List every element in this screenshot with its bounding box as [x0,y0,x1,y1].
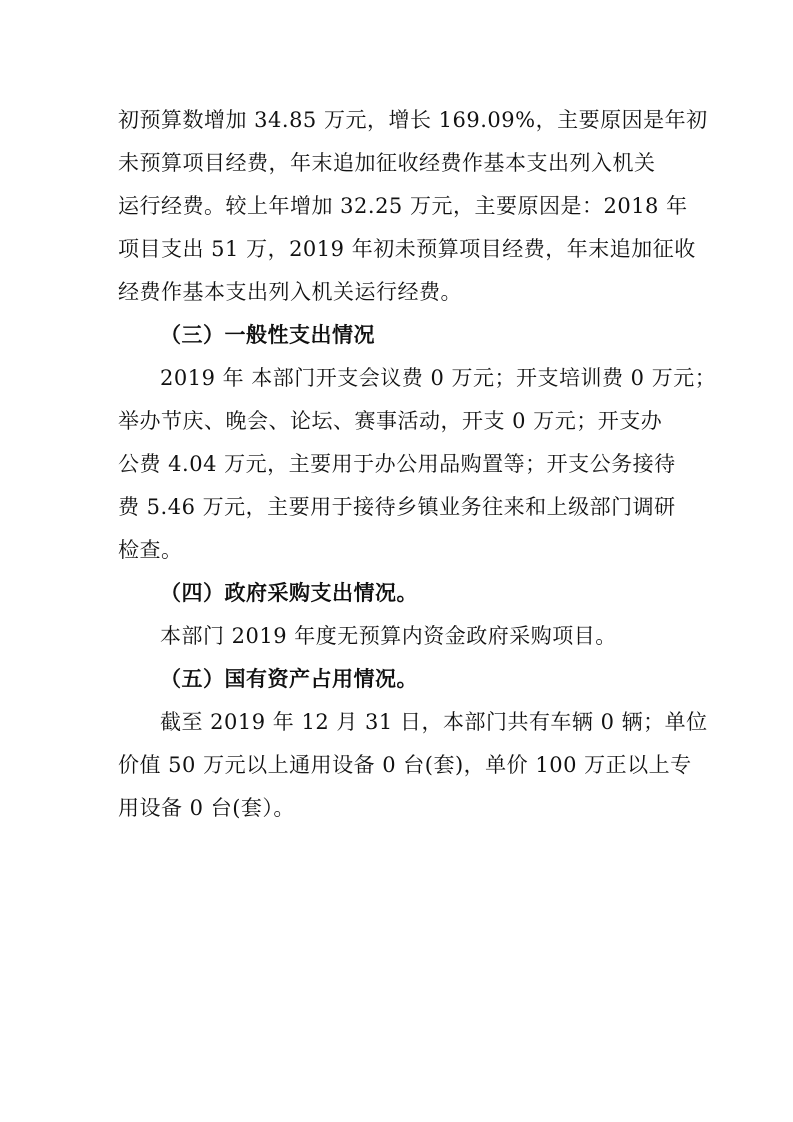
text-line: 举办节庆、晚会、论坛、赛事活动，开支 0 万元；开支办 [118,409,663,433]
section-heading-4: （四）政府采购支出情况。 [160,580,418,605]
text-line: 2019 年 本部门开支会议费 0 万元；开支培训费 0 万元； [160,366,717,390]
text-line: 公费 4.04 万元，主要用于办公用品购置等；开支公务接待 [118,452,676,476]
text-line: 本部门 2019 年度无预算内资金政府采购项目。 [160,624,617,648]
text-line: 初预算数增加 34.85 万元，增长 169.09%，主要原因是年初 [118,108,708,132]
text-line: 价值 50 万元以上通用设备 0 台(套)，单价 100 万正以上专 [118,753,692,777]
text-line: 用设备 0 台(套）。 [118,796,295,820]
text-line: 运行经费。较上年增加 32.25 万元，主要原因是：2018 年 [118,194,688,218]
text-line: 检查。 [118,538,183,562]
text-line: 经费作基本支出列入机关运行经费。 [118,280,462,304]
section-heading-3: （三）一般性支出情况 [160,322,375,347]
section-heading-5: （五）国有资产占用情况。 [160,666,418,691]
text-line: 费 5.46 万元，主要用于接待乡镇业务往来和上级部门调研 [118,495,676,519]
text-line: 未预算项目经费，年末追加征收经费作基本支出列入机关 [118,151,656,175]
text-line: 截至 2019 年 12 月 31 日，本部门共有车辆 0 辆；单位 [160,710,708,734]
text-line: 项目支出 51 万，2019 年初未预算项目经费，年末追加征收 [118,237,696,261]
